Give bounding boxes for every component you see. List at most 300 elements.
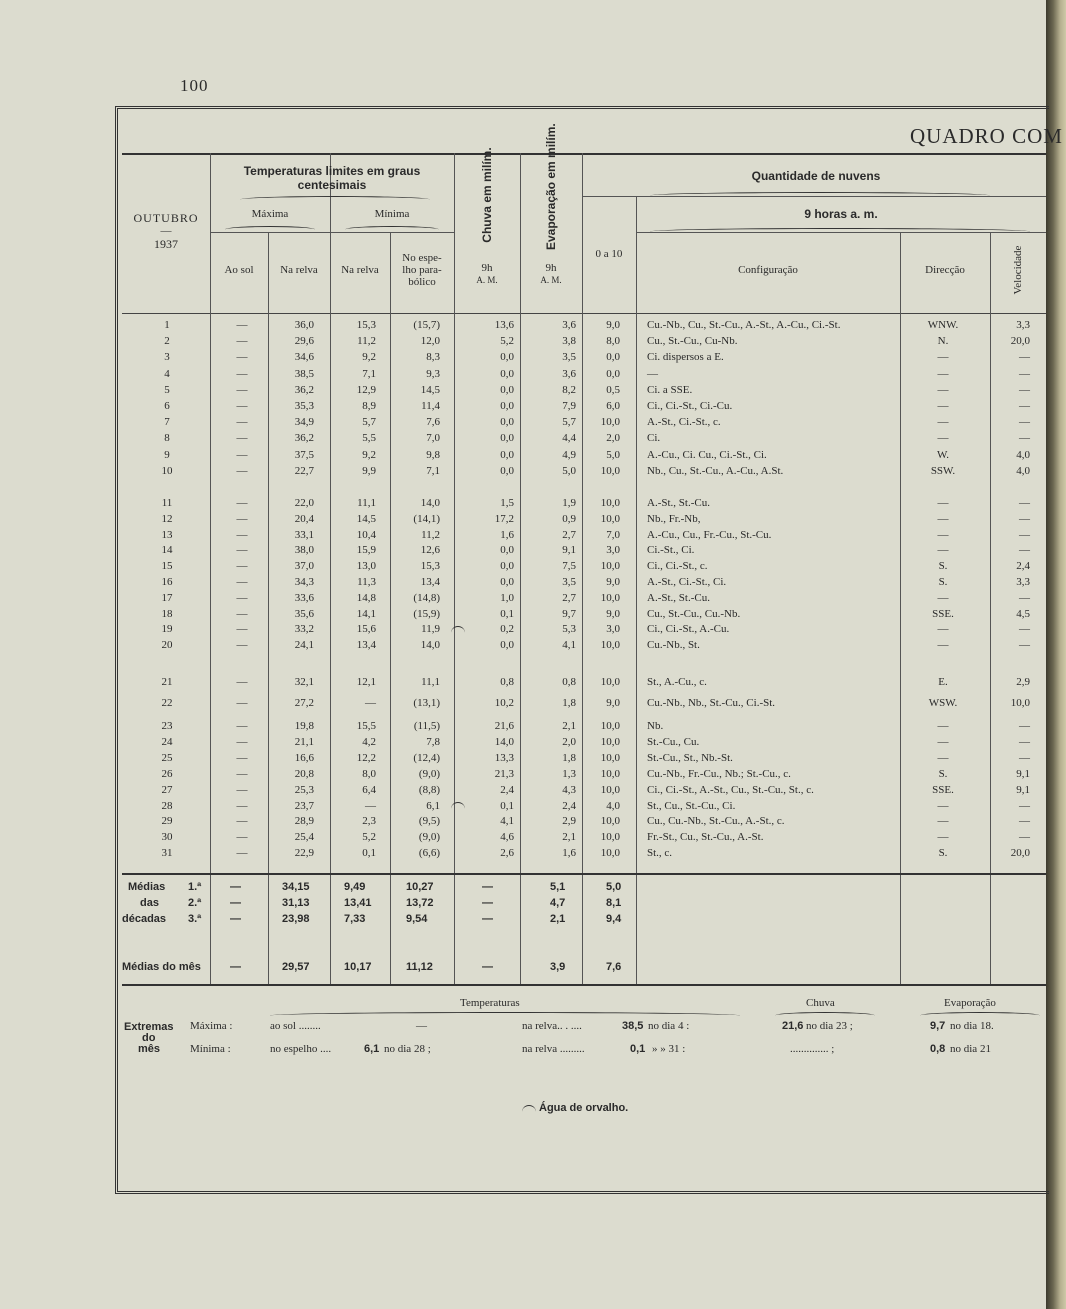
evap-cell: 2,4 [562, 799, 576, 812]
espelho-cell: 7,8 [426, 735, 440, 748]
neb-value: 7,6 [606, 961, 622, 973]
day-cell: 12 [161, 512, 173, 525]
footer-divider [122, 984, 1046, 986]
velocity-cell: — [1019, 528, 1030, 541]
neb-cell: 9,0 [606, 697, 620, 709]
day-cell: 13 [161, 528, 173, 541]
day-cell: 15 [161, 560, 173, 573]
relva-max-cell: 33,1 [294, 528, 314, 541]
decade-label: 1.ª [188, 881, 202, 893]
relva-max-cell: 35,6 [294, 607, 314, 620]
config-cell: A.-St., St.-Cu. [647, 497, 710, 509]
config-cell: Nb., Fr.-Nb, [647, 512, 701, 525]
day-cell: 3 [164, 351, 170, 364]
velocity-cell: — [1019, 351, 1030, 364]
evap-cell: 7,5 [562, 560, 576, 573]
config-cell: — [647, 367, 658, 380]
evap-cell: 5,7 [562, 416, 576, 429]
sol-value: — [230, 897, 241, 909]
relva-max-cell: 23,7 [294, 799, 314, 812]
relva-max-cell: 33,2 [294, 623, 314, 636]
evap-cell: 2,1 [562, 720, 576, 732]
sol-cell: — [236, 383, 248, 396]
max-relva-label: na relva.. . .... [522, 1020, 582, 1032]
direction-cell: — [937, 351, 949, 364]
espelho-cell: 12,0 [420, 335, 440, 348]
day-cell: 19 [161, 623, 173, 636]
table-row [122, 335, 1046, 351]
evap-cell: 8,2 [562, 383, 576, 396]
min-esp-value: 6,1 [364, 1043, 380, 1055]
direction-cell: — [937, 367, 949, 380]
espelho-cell: 13,4 [420, 576, 440, 588]
relva-min-cell: 7,1 [362, 367, 376, 380]
chuva-value: — [482, 881, 493, 893]
sol-cell: — [236, 676, 248, 688]
neb-cell: 10,0 [600, 751, 620, 764]
evap-value: 5,1 [550, 881, 566, 893]
config-cell: Ci., Ci.-St., A.-Cu. [647, 623, 730, 636]
espelho-cell: (15,7) [413, 319, 440, 331]
day-cell: 31 [161, 847, 173, 860]
sol-cell: — [236, 432, 248, 445]
sol-cell: — [236, 735, 248, 748]
chuva-cell: 0,1 [500, 799, 514, 812]
table-row [122, 831, 1046, 847]
relva-min-cell: 13,0 [356, 560, 376, 573]
sol-cell: — [236, 528, 248, 541]
sol-value: — [230, 881, 241, 893]
relva-min-cell: 14,8 [356, 591, 376, 604]
velocity-cell: 20,0 [1010, 847, 1030, 860]
table-row [122, 465, 1046, 481]
chuva-cell: 4,1 [500, 815, 514, 828]
dew-icon [522, 1105, 536, 1112]
evap-am: A. M. [540, 275, 562, 285]
chuva-cell: 0,0 [500, 639, 514, 652]
sol-cell: — [236, 351, 248, 364]
day-cell: 25 [161, 751, 173, 764]
espelho-cell: (14,1) [413, 512, 440, 525]
velocity-cell: 4,5 [1016, 607, 1030, 620]
day-cell: 4 [164, 367, 170, 380]
day-cell: 10 [161, 464, 173, 477]
table-row [122, 592, 1046, 608]
summary-divider [122, 873, 1046, 875]
direction-cell: — [937, 831, 949, 844]
relva-min-cell: 12,1 [356, 676, 376, 688]
day-cell: 24 [161, 735, 173, 748]
sol-cell: — [236, 783, 248, 796]
relva-min-cell: 9,2 [362, 448, 376, 461]
config-cell: Cu., St.-Cu., Cu-Nb. [647, 335, 738, 348]
sol-cell: — [236, 831, 248, 844]
velocity-cell: — [1019, 815, 1030, 828]
table-row [122, 768, 1046, 784]
day-cell: 20 [161, 639, 173, 652]
neb-cell: 10,0 [600, 847, 620, 860]
neb-cell: 6,0 [606, 400, 620, 412]
neb-cell: 0,5 [606, 383, 620, 396]
espelho-cell: 8,3 [426, 351, 440, 364]
relva-min-cell: 12,9 [356, 383, 376, 396]
velocity-header: Velocidade [1012, 245, 1024, 295]
day-cell: 26 [161, 767, 173, 780]
evap-cell: 2,9 [562, 815, 576, 828]
day-cell: 1 [164, 319, 170, 331]
config-cell: A.-St., Ci.-St., c. [647, 416, 721, 429]
relva-min-cell: 15,3 [356, 319, 376, 331]
neb-cell: 10,0 [600, 720, 620, 732]
nine-am-header: 9 horas a. m. [804, 207, 878, 221]
relva-min-value: 10,17 [344, 961, 372, 973]
nine-am-brace [650, 228, 1030, 235]
neb-value: 8,1 [606, 897, 622, 909]
evap-cell: 1,9 [562, 497, 576, 509]
chuva-value: — [482, 913, 493, 925]
config-cell: St., A.-Cu., c. [647, 676, 707, 688]
day-cell: 27 [161, 783, 173, 796]
summary-row-decade-1 [122, 881, 1046, 897]
day-cell: 6 [164, 400, 170, 412]
ao-sol-header: Ao sol [224, 264, 254, 276]
chuva-value: — [482, 897, 493, 909]
day-cell: 14 [161, 544, 173, 557]
min-esp-label: no espelho .... [270, 1043, 332, 1055]
chuva-cell: 2,4 [500, 783, 514, 796]
evap-cell: 2,7 [562, 591, 576, 604]
velocity-cell: 2,4 [1016, 560, 1030, 573]
espelho-cell: (9,5) [418, 815, 440, 828]
sol-cell: — [236, 560, 248, 573]
relva-max-cell: 38,0 [294, 544, 314, 557]
velocity-cell: 20,0 [1010, 335, 1030, 348]
relva-max-value: 23,98 [282, 913, 310, 925]
table-row [122, 384, 1046, 400]
espelho-cell: 12,6 [420, 544, 440, 557]
neb-cell: 10,0 [600, 591, 620, 604]
relva-max-cell: 25,3 [294, 783, 314, 796]
evap-cell: 4,4 [562, 432, 576, 445]
clouds-header: Quantidade de nuvens [751, 169, 881, 183]
espelho-value: 10,27 [406, 881, 434, 893]
table-row [122, 608, 1046, 624]
chuva-cell: 13,3 [494, 751, 514, 764]
direction-cell: E. [938, 676, 948, 688]
direction-cell: S. [938, 767, 948, 780]
relva-max-cell: 20,4 [294, 512, 314, 525]
velocity-cell: 2,9 [1016, 676, 1030, 688]
sol-cell: — [236, 815, 248, 828]
neb-cell: 10,0 [600, 639, 620, 652]
direction-cell: — [937, 720, 949, 732]
espelho-cell: (8,8) [418, 783, 440, 796]
neb-cell: 9,0 [606, 319, 620, 331]
sol-cell: — [236, 623, 248, 636]
velocity-cell: — [1019, 383, 1030, 396]
neb-cell: 10,0 [600, 497, 620, 509]
evap-cell: 2,0 [562, 735, 576, 748]
direction-cell: W. [936, 448, 950, 461]
relva-min-cell: — [365, 799, 376, 812]
config-cell: St., c. [647, 847, 673, 860]
sol-cell: — [236, 319, 248, 331]
table-row [122, 513, 1046, 529]
table-row [122, 639, 1046, 655]
evap-hour: 9h [545, 262, 557, 274]
sol-cell: — [236, 847, 248, 860]
relva-min-cell: 2,3 [362, 815, 376, 828]
direction-cell: — [937, 497, 949, 509]
temperatures-header: Temperaturas limites em graus centesimais [243, 164, 421, 192]
col-divider [582, 153, 583, 311]
evap-cell: 0,9 [562, 512, 576, 525]
sol-cell: — [236, 751, 248, 764]
day-cell: 22 [161, 697, 173, 709]
config-header: Configuração [738, 264, 798, 276]
max-label: Máxima : [190, 1020, 233, 1032]
relva-max-cell: 37,5 [294, 448, 314, 461]
day-cell: 11 [161, 497, 173, 509]
max-evap-day: no dia 18. [950, 1020, 994, 1032]
chuva-cell: 0,1 [500, 607, 514, 620]
sol-cell: — [236, 416, 248, 429]
direction-cell: — [937, 799, 949, 812]
evap-cell: 1,8 [562, 751, 576, 764]
direction-cell: SSE. [932, 783, 954, 796]
chuva-cell: 0,0 [500, 351, 514, 364]
max-header: Máxima [251, 208, 289, 220]
day-cell: 29 [161, 815, 173, 828]
config-cell: Ci., Ci.-St., Ci.-Cu. [647, 400, 733, 412]
sol-cell: — [236, 697, 248, 709]
max-evap-value: 9,7 [930, 1020, 946, 1032]
direction-cell: WNW. [927, 319, 959, 331]
velocity-cell: — [1019, 497, 1030, 509]
relva-min-cell: 4,2 [362, 735, 376, 748]
neb-cell: 10,0 [600, 676, 620, 688]
clouds-brace [650, 192, 990, 199]
espelho-cell: 14,5 [420, 383, 440, 396]
direction-cell: — [937, 639, 949, 652]
day-cell: 9 [164, 448, 170, 461]
velocity-cell: — [1019, 416, 1030, 429]
direction-header: Direcção [925, 264, 965, 276]
velocity-cell: 4,0 [1016, 448, 1030, 461]
chuva-cell: 0,0 [500, 544, 514, 557]
direction-cell: SSE. [932, 607, 954, 620]
evap-cell: 1,8 [562, 697, 576, 709]
config-cell: Cu.-Nb., St. [647, 639, 700, 652]
chuva-cell: 4,6 [500, 831, 514, 844]
neb-cell: 10,0 [600, 416, 620, 429]
relva-min-value: 9,49 [344, 881, 366, 893]
config-cell: Ci. a SSE. [647, 383, 693, 396]
decade-label: 2.ª [188, 897, 202, 909]
sol-cell: — [236, 607, 248, 620]
velocity-cell: — [1019, 400, 1030, 412]
relva-min-cell: 6,4 [362, 783, 376, 796]
evap-cell: 0,8 [562, 676, 576, 688]
espelho-cell: 7,6 [426, 416, 440, 429]
evap-value: 3,9 [550, 961, 566, 973]
direction-cell: — [937, 623, 949, 636]
page-binding-edge [1046, 0, 1066, 1309]
neb-cell: 10,0 [600, 767, 620, 780]
config-cell: Nb., Cu., St.-Cu., A.-Cu., A.St. [647, 464, 784, 477]
velocity-cell: 9,1 [1016, 767, 1030, 780]
extremes-temp-brace [270, 1012, 740, 1019]
extremas-label: Extremas [124, 1021, 174, 1033]
table-row [122, 529, 1046, 545]
relva-min-cell: 11,1 [357, 497, 376, 509]
day-cell: 23 [161, 720, 173, 732]
relva-min-cell: 11,3 [357, 576, 376, 588]
neb-cell: 2,0 [606, 432, 620, 445]
chuva-hour: 9h [481, 262, 493, 274]
chuva-cell: 0,0 [500, 560, 514, 573]
chuva-cell: 0,0 [500, 448, 514, 461]
table-row [122, 736, 1046, 752]
velocity-cell: — [1019, 735, 1030, 748]
sol-value: — [230, 961, 241, 973]
config-cell: St., Cu., St.-Cu., Ci. [647, 799, 736, 812]
velocity-cell: 10,0 [1010, 697, 1030, 709]
chuva-cell: 0,8 [500, 676, 514, 688]
evap-cell: 3,8 [562, 335, 576, 348]
chuva-header: Chuva em milím. [480, 147, 494, 243]
chuva-cell: 1,0 [500, 591, 514, 604]
evap-cell: 3,6 [562, 367, 576, 380]
col-divider [454, 153, 455, 311]
col-divider [520, 153, 521, 311]
velocity-cell: 3,3 [1016, 319, 1030, 331]
table-row [122, 847, 1046, 863]
relva-max-cell: 35,3 [294, 400, 314, 412]
espelho-header: No espe- lho para- bólico [402, 252, 442, 288]
config-cell: Nb. [647, 720, 664, 732]
max-rain-value: 21,6 [782, 1020, 804, 1032]
day-cell: 18 [161, 607, 173, 620]
espelho-cell: (14,8) [413, 591, 440, 604]
chuva-cell: 10,2 [494, 697, 514, 709]
espelho-value: 9,54 [406, 913, 428, 925]
max-rain-day: no dia 23 ; [806, 1020, 853, 1032]
evap-cell: 3,5 [562, 351, 576, 364]
table-row [122, 752, 1046, 768]
min-brace [345, 226, 439, 233]
day-cell: 21 [161, 676, 173, 688]
min-rain-label: .............. ; [790, 1043, 835, 1055]
direction-cell: S. [938, 847, 948, 860]
day-cell: 2 [164, 335, 170, 348]
direction-cell: N. [937, 335, 949, 348]
neb-cell: 5,0 [606, 448, 620, 461]
table-row [122, 368, 1046, 384]
na-relva-min-header: Na relva [341, 264, 379, 276]
day-cell: 28 [161, 799, 173, 812]
table-row [122, 623, 1046, 639]
relva-max-cell: 28,9 [294, 815, 314, 828]
relva-min-cell: 8,9 [362, 400, 376, 412]
min-relva-label: na relva ......... [522, 1043, 585, 1055]
year-label: 1937 [154, 237, 178, 251]
day-cell: 5 [164, 383, 170, 396]
chuva-cell: 1,5 [500, 497, 514, 509]
relva-max-cell: 36,0 [294, 319, 314, 331]
relva-min-cell: 5,2 [362, 831, 376, 844]
relva-max-cell: 22,7 [294, 464, 314, 477]
sol-cell: — [236, 367, 248, 380]
evap-cell: 2,7 [562, 528, 576, 541]
chuva-cell: 0,0 [500, 383, 514, 396]
neb-cell: 9,0 [606, 576, 620, 588]
evap-value: 4,7 [550, 897, 566, 909]
temperatures-brace [240, 196, 430, 203]
velocity-cell: — [1019, 639, 1030, 652]
espelho-cell: 7,0 [426, 432, 440, 445]
chuva-cell: 21,6 [494, 720, 514, 732]
velocity-cell: 4,0 [1016, 464, 1030, 477]
min-evap-value: 0,8 [930, 1043, 946, 1055]
sol-cell: — [236, 576, 248, 588]
decadas-label: décadas [122, 913, 167, 925]
velocity-cell: — [1019, 720, 1030, 732]
relva-min-cell: 13,4 [356, 639, 376, 652]
config-cell: Cu.-Nb., Nb., St.-Cu., Ci.-St. [647, 697, 776, 709]
config-cell: Ci., Ci.-St., c. [647, 560, 708, 573]
relva-min-cell: 9,2 [362, 351, 376, 364]
max-sol-value: — [416, 1020, 427, 1032]
neb-cell: 9,0 [606, 607, 620, 620]
summary-row-month [122, 961, 1046, 977]
table-row [122, 351, 1046, 367]
config-cell: Ci. [647, 432, 661, 445]
dew-legend: Água de orvalho. [539, 1102, 629, 1114]
mes-label: mês [138, 1043, 161, 1055]
config-cell: Cu.-Nb., Cu., St.-Cu., A.-St., A.-Cu., Ci.-St. [647, 319, 841, 331]
espelho-cell: 11,9 [421, 623, 440, 636]
sol-value: — [230, 913, 241, 925]
config-cell: Cu.-Nb., Fr.-Cu., Nb.; St.-Cu., c. [647, 767, 791, 780]
relva-max-cell: 36,2 [294, 432, 314, 445]
min-label: Mínima : [190, 1043, 231, 1055]
table-row [122, 416, 1046, 432]
direction-cell: — [937, 735, 949, 748]
velocity-cell: — [1019, 799, 1030, 812]
relva-min-value: 13,41 [344, 897, 372, 909]
espelho-cell: 7,1 [426, 464, 440, 477]
table-row [122, 815, 1046, 831]
evap-cell: 4,3 [562, 783, 576, 796]
relva-max-cell: 20,8 [294, 767, 314, 780]
relva-max-cell: 22,0 [294, 497, 314, 509]
config-cell: A.-Cu., Cu., Fr.-Cu., St.-Cu. [647, 528, 772, 541]
espelho-cell: 9,3 [426, 367, 440, 380]
day-cell: 30 [161, 831, 173, 844]
chuva-am: A. M. [476, 275, 498, 285]
espelho-cell: (12,4) [413, 751, 440, 764]
summary-row-decade-2 [122, 897, 1046, 913]
neb-value: 9,4 [606, 913, 622, 925]
chuva-cell: 0,0 [500, 416, 514, 429]
velocity-cell: — [1019, 512, 1030, 525]
day-cell: 16 [161, 576, 173, 588]
velocity-cell: — [1019, 831, 1030, 844]
velocity-cell: — [1019, 751, 1030, 764]
evap-cell: 7,9 [562, 400, 576, 412]
espelho-cell: (9,0) [418, 831, 440, 844]
